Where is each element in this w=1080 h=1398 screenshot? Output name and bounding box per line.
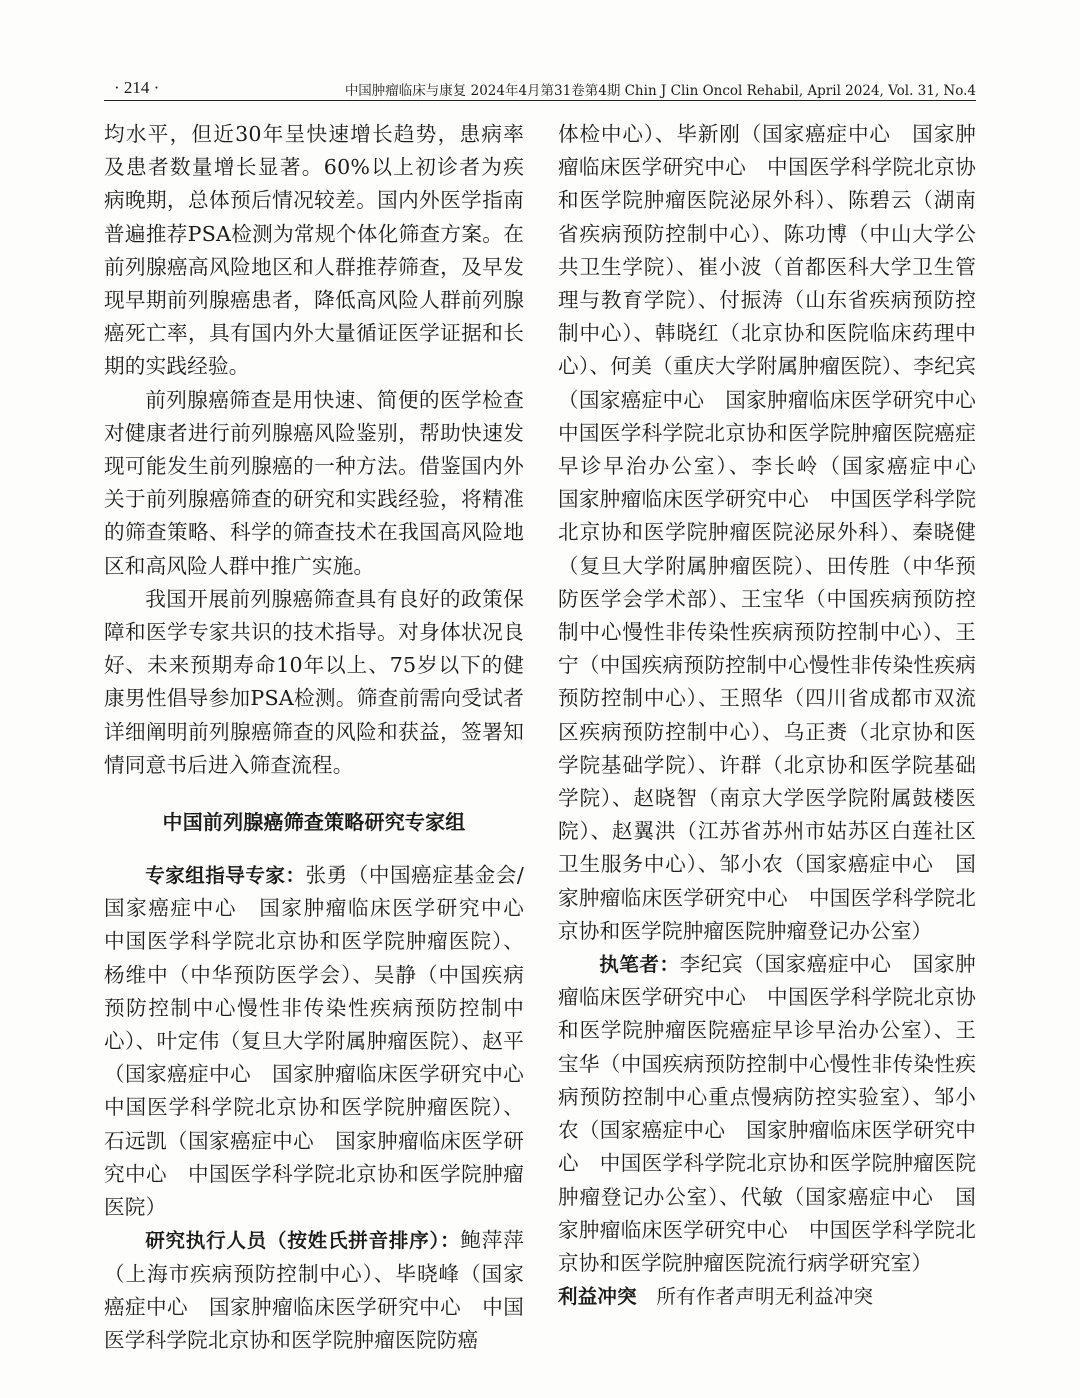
- paragraph: 前列腺癌筛查是用快速、简便的医学检查对健康者进行前列腺癌风险鉴别，帮助快速发现可能发生前列腺癌的一种方法。借鉴国内外关于前列腺癌筛查的研究和实践经验，将精准的筛查策略、科学的筛查技术在我国高风险地区和高风险人群中推广实施。: [104, 387, 524, 578]
- paragraph: 均水平，但近30年呈快速增长趋势，患病率及患者数量增长显著。60%以上初诊者为疾病晚期，总体预后情况较差。国内外医学指南普遍推荐PSA检测为常规个体化筛查方案。在前列腺癌高风险地区和人群推荐筛查，及早发现早期前列腺癌患者，降低高风险人群前列腺癌死亡率，具有国内外大量循证医学证据和长期的实践经验。: [104, 122, 524, 379]
- right-column: [558, 118, 997, 1388]
- running-header: [104, 76, 976, 101]
- research-staff-label: 研究执行人员（按姓氏拼音排序）：: [145, 1229, 461, 1253]
- conflict-label: 利益冲突: [558, 1285, 637, 1309]
- paragraph: 我国开展前列腺癌筛查具有良好的政策保障和医学专家共识的技术指导。对身体状况良好、未来预期寿命10年以上、75岁以下的健康男性倡导参加PSA检测。筛查前需向受试者详细阐明前列腺癌筛查的风险和获益，签署知情同意书后进入筛查流程。: [104, 586, 524, 777]
- guide-experts-text: 张勇（中国癌症基金会/国家癌症中心 国家肿瘤临床医学研究中心 中国医学科学院北京协和医学院肿瘤医院）、杨维中（中华预防医学会）、吴静（中国疾病预防控制中心慢性非传染性疾病预防控制中心）、叶定伟（复旦大学附属肿瘤医院）、赵平（国家癌症中心 国家肿瘤临床医学研究中心 中国医学科学院北京协和医学院肿瘤医院）、石远凯（国家癌症中心 国家肿瘤临床医学研究中心 中国医学科学院北京协和医学院肿瘤医院）: [104, 863, 545, 1220]
- conflict-of-interest: [558, 1280, 976, 1313]
- writers-label: 执笔者：: [599, 953, 680, 977]
- guide-experts-label: 专家组指导专家：: [145, 864, 306, 888]
- writers-text: 李纪宾（国家癌症中心 国家肿瘤临床医学研究中心 中国医学科学院北京协和医学院肿瘤医院癌症早诊早治办公室）、王宝华（中国疾病预防控制中心慢性非传染性疾病预防控制中心重点慢病防控实验室）、邹小农（国家癌症中心 国家肿瘤临床医学研究中心 中国医学科学院北京协和医学院肿瘤医院肿瘤登记办公室）、代敏（国家癌症中心 国家肿瘤临床医学研究中心 中国医学科学院北京协和医学院肿瘤医院流行病学研究室）: [558, 952, 976, 1275]
- section-title: 中国前列腺癌筛查策略研究专家组: [162, 810, 466, 835]
- guide-experts-paragraph: [104, 859, 545, 1224]
- research-staff-paragraph: [104, 1224, 524, 1357]
- conflict-text: 所有作者声明无利益冲突: [656, 1285, 874, 1309]
- left-column: [104, 118, 545, 1388]
- journal-citation: 中国肿瘤临床与康复 2024年4月第31卷第4期 Chin J Clin Oncol Rehabil, April 2024, Vol. 31, No.4: [344, 83, 976, 99]
- writers-paragraph: [558, 948, 976, 1280]
- research-staff-continued: 体检中心）、毕新刚（国家癌症中心 国家肿瘤临床医学研究中心 中国医学科学院北京协和医学院肿瘤医院泌尿外科）、陈碧云（湖南省疾病预防控制中心）、陈功博（中山大学公共卫生学院）、崔小波（首都医科大学卫生管理与教育学院）、付振涛（山东省疾病预防控制中心）、韩晓红（北京协和医院临床药理中心）、何美（重庆大学附属肿瘤医院）、李纪宾（国家癌症中心 国家肿瘤临床医学研究中心 中国医学科学院北京协和医学院肿瘤医院癌症早诊早治办公室）、李长岭（国家癌症中心 国家肿瘤临床医学研究中心 中国医学科学院北京协和医学院肿瘤医院泌尿外科）、秦晓健（复旦大学附属肿瘤医院）、田传胜（中华预防医学会学术部）、王宝华（中国疾病预防控制中心慢性非传染性疾病预防控制中心）、王宁（中国疾病预防控制中心慢性非传染性疾病预防控制中心）、王照华（四川省成都市双流区疾病预防控制中心）、乌正赉（北京协和医学院基础学院）、许群（北京协和医学院基础学院）、赵晓智（南京大学医学院附属鼓楼医院）、赵翼洪（江苏省苏州市姑苏区白莲社区卫生服务中心）、邹小农（国家癌症中心 国家肿瘤临床医学研究中心 中国医学科学院北京协和医学院肿瘤医院肿瘤登记办公室）: [558, 122, 997, 943]
- research-staff-text: 鲍萍萍（上海市疾病预防控制中心）、毕晓峰（国家癌症中心 国家肿瘤临床医学研究中心 中国医学科学院北京协和医学院肿瘤医院防癌: [104, 1228, 524, 1352]
- page-number: · 214 ·: [114, 78, 160, 97]
